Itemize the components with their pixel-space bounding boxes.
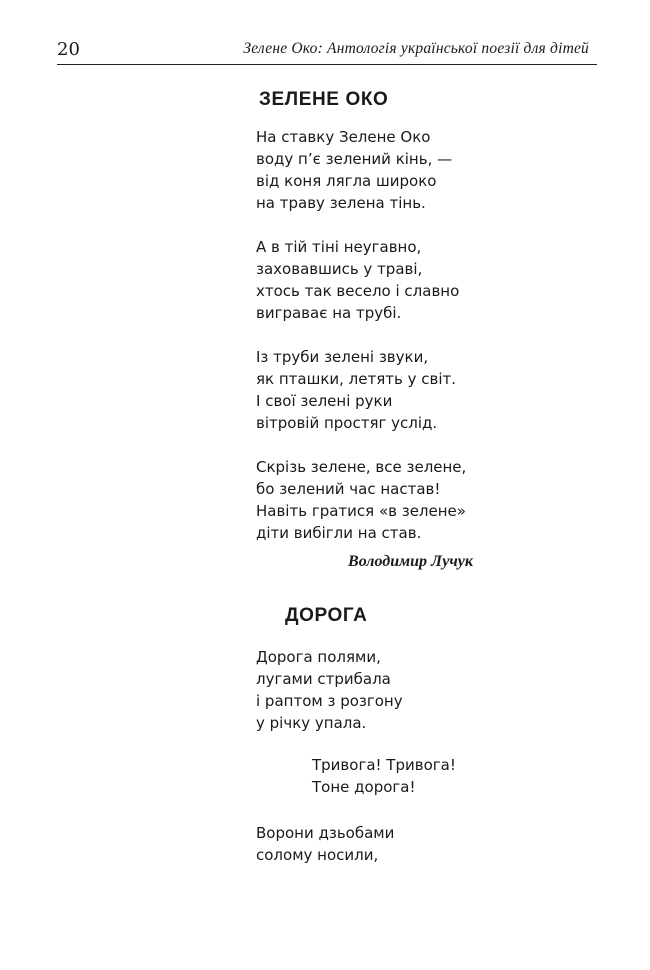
poem-line: вітровій простяг услід.	[256, 414, 438, 432]
poem-line: І свої зелені руки	[256, 392, 393, 410]
stanza	[256, 646, 403, 734]
poem-line: Скрізь зелене, все зелене,	[256, 458, 467, 476]
poem-line: хтось так весело і славно	[256, 282, 460, 300]
poem-line: як пташки, летять у світ.	[256, 370, 456, 388]
stanza	[256, 822, 394, 866]
poem-line: На ставку Зелене Око	[256, 128, 431, 146]
poem-line: заховавшись у траві,	[256, 260, 423, 278]
poem-line: Тривога! Тривога!	[312, 756, 456, 774]
poem-line: А в тій тіні неугавно,	[256, 238, 422, 256]
poem-line: солому носили,	[256, 846, 379, 864]
poem-line: лугами стрибала	[256, 670, 391, 688]
page-number: 20	[57, 39, 80, 60]
stanza	[256, 126, 452, 214]
poem-line: Ворони дзьобами	[256, 824, 395, 842]
poem-line: Навіть гратися «в зелене»	[256, 502, 466, 520]
stanza-indented	[312, 754, 456, 798]
poem-title-green-eye: ЗЕЛЕНЕ ОКО	[259, 89, 389, 110]
stanza	[256, 346, 456, 434]
poem-line: Тоне дорога!	[312, 778, 416, 796]
poem-line: Із труби зелені звуки,	[256, 348, 429, 366]
poem-line: діти вибігли на став.	[256, 524, 422, 542]
stanza	[256, 236, 459, 324]
poem-line: воду п’є зелений кінь, —	[256, 150, 453, 168]
poem-line: виграває на трубі.	[256, 304, 402, 322]
poem-line: від коня лягла широко	[256, 172, 437, 190]
poem-line: і раптом з розгону	[256, 692, 403, 710]
running-header-title: Зелене Око: Антологія української поезії для дітей	[243, 40, 589, 57]
header-rule	[57, 64, 597, 65]
poem-line: Дорога полями,	[256, 648, 381, 666]
stanza	[256, 456, 466, 544]
poem-line: у річку упала.	[256, 714, 367, 732]
poem-title-road: ДОРОГА	[285, 605, 368, 626]
poem-line: бо зелений час настав!	[256, 480, 441, 498]
poem-line: на траву зелена тінь.	[256, 194, 426, 212]
poem-author: Володимир Лучук	[348, 553, 473, 570]
running-header	[57, 36, 597, 64]
